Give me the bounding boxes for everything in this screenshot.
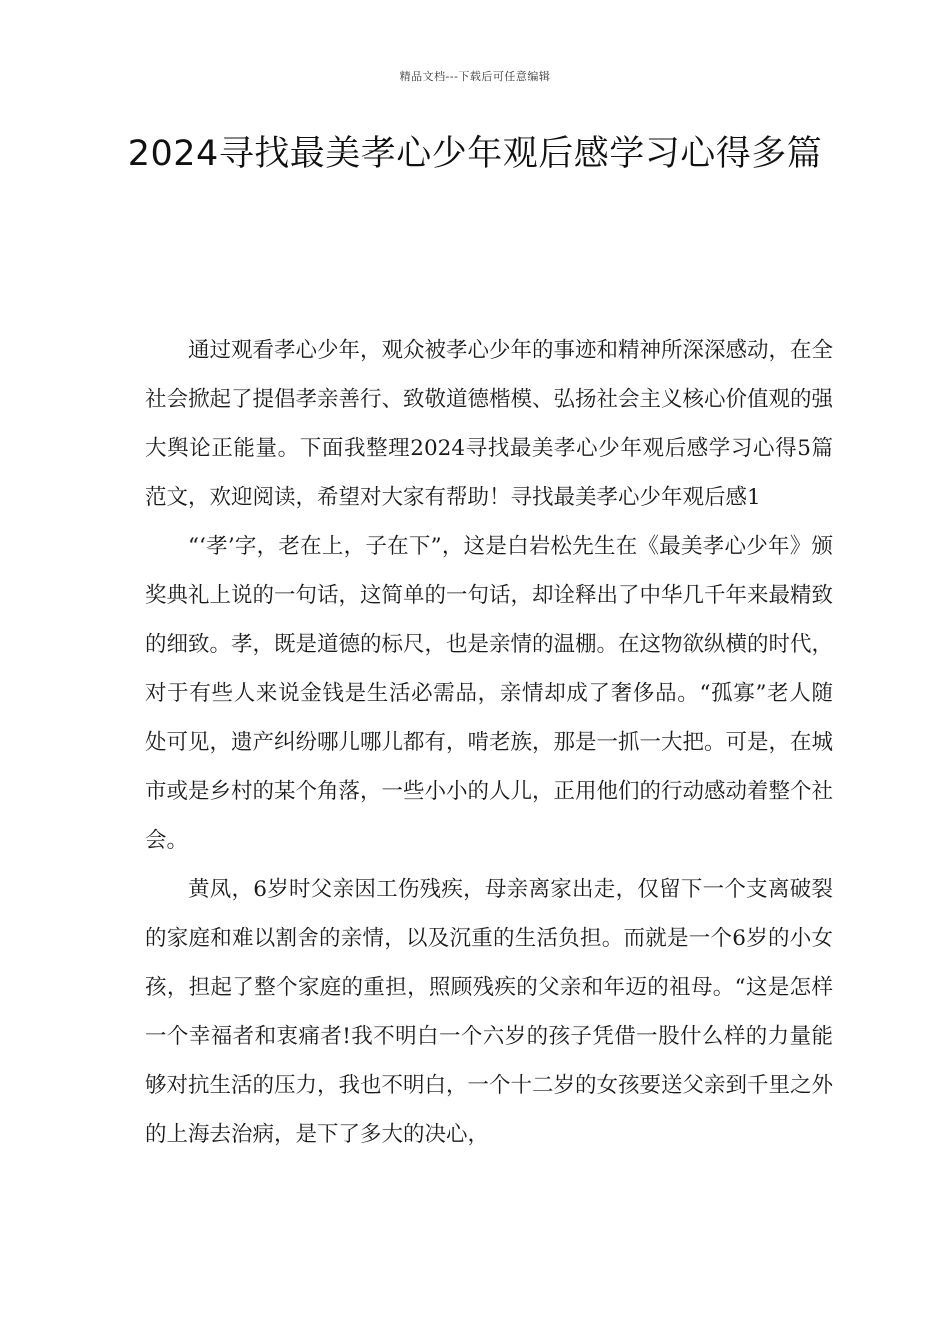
- page-title: 2024寻找最美孝心少年观后感学习心得多篇: [127, 134, 823, 174]
- header-note: 精品文档---下载后可任意编辑: [399, 70, 551, 83]
- paragraph-quote: “‘孝’字，老在上，子在下”，这是白岩松先生在《最美孝心少年》颁奖典礼上说的一句话，这简单的一句话，却诠释出了中华几千年来最精致的细致。孝，既是道德的标尺，也是亲情的温棚。在这物欲纵横的时代，对于有些人来说金钱是生活必需品，亲情却成了奢侈品。“孤寡”老人随处可见，遗产纠纷哪儿哪儿都有，啃老族，那是一抓一大把。可是，在城市或是乡村的某个角落，一些小小的人儿，正用他们的行动感动着整个社会。: [145, 534, 834, 853]
- document-body: [145, 326, 833, 1159]
- paragraph-story: 黄凤，6岁时父亲因工伤残疾，母亲离家出走，仅留下一个支离破裂的家庭和难以割舍的亲情，以及沉重的生活负担。而就是一个6岁的小女孩，担起了整个家庭的重担，照顾残疾的父亲和年迈的祖母。“这是怎样一个幸福者和衷痛者!我不明白一个六岁的孩子凭借一股什么样的力量能够对抗生活的压力，我也不明白，一个十二岁的女孩要送父亲到千里之外的上海去治病，是下了多大的决心，: [145, 877, 834, 1147]
- paragraph-intro: 通过观看孝心少年，观众被孝心少年的事迹和精神所深深感动，在全社会掀起了提倡孝亲善行、致敬道德楷模、弘扬社会主义核心价值观的强大舆论正能量。下面我整理2024寻找最美孝心少年观后感学习心得5篇范文，欢迎阅读，希望对大家有帮助！寻找最美孝心少年观后感1: [145, 338, 834, 510]
